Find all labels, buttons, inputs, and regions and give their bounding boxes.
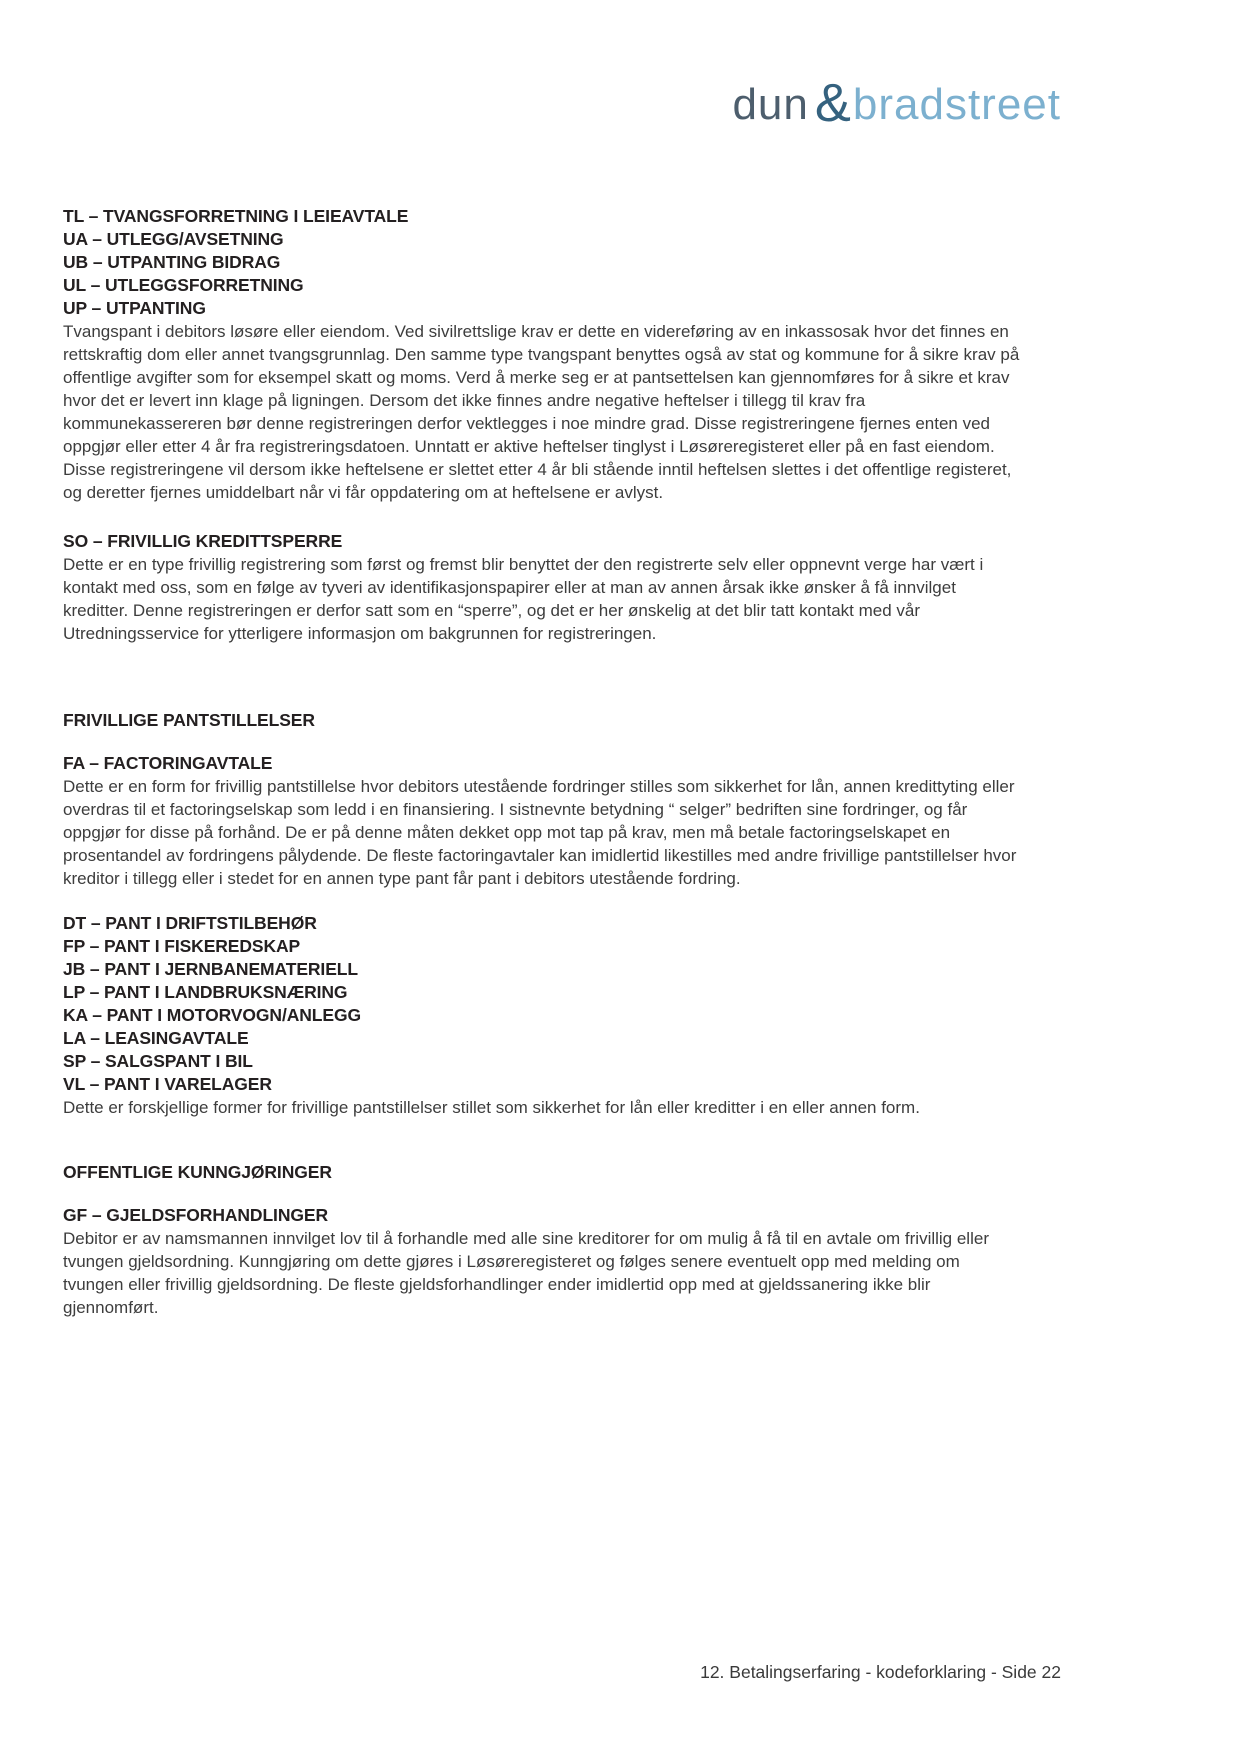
code-list-pant [63, 912, 1023, 1096]
code-heading-ka: KA – PANT I MOTORVOGN/ANLEGG [63, 1005, 361, 1025]
code-heading-vl: VL – PANT I VARELAGER [63, 1074, 272, 1094]
code-heading-la: LA – LEASINGAVTALE [63, 1028, 249, 1048]
page-footer-label: 12. Betalingserfaring - kodeforklaring - Side 22 [700, 1662, 1061, 1682]
dun-and-bradstreet-logo [732, 70, 1061, 132]
section-title-frivillige-pantstillelser: FRIVILLIGE PANTSTILLELSER [63, 710, 315, 730]
code-heading-fp: FP – PANT I FISKEREDSKAP [63, 936, 301, 956]
code-heading-fa: FA – FACTORINGAVTALE [63, 753, 273, 773]
code-heading-so: SO – FRIVILLIG KREDITTSPERRE [63, 531, 343, 551]
code-heading-ub: UB – UTPANTING BIDRAG [63, 252, 281, 272]
document-body [63, 205, 1023, 1319]
code-heading-lp: LP – PANT I LANDBRUKSNÆRING [63, 982, 348, 1002]
code-heading-tl: TL – TVANGSFORRETNING I LEIEAVTALE [63, 206, 409, 226]
code-heading-ua: UA – UTLEGG/AVSETNING [63, 229, 284, 249]
code-heading-up: UP – UTPANTING [63, 298, 206, 318]
paragraph-kredittsperre: Dette er en type frivillig registrering som først og fremst blir benyttet der den registrerte selv eller oppnevnt verge har vært i kontakt med oss, som en følge av tyveri av identifikasjonspapirer eller at man av annen årsak ikke ønsker å få innvilget kreditter. Denne registreringen er derfor satt som en “sperre”, og det er her ønskelig at det blir tatt kontakt med vår Utredningsservice for ytterligere informasjon om bakgrunnen for registreringen. [63, 555, 984, 643]
code-list-tvangspant [63, 205, 1023, 320]
code-heading-dt: DT – PANT I DRIFTSTILBEHØR [63, 913, 317, 933]
section-title-offentlige-kunngjoringer: OFFENTLIGE KUNNGJØRINGER [63, 1162, 332, 1182]
paragraph-gjeldsforhandlinger: Debitor er av namsmannen innvilget lov til å forhandle med alle sine kreditorer for om mulig å få til en avtale om frivillig eller tvungen gjeldsordning. Kunngjøring om dette gjøres i Løsøreregisteret og følges senere eventuelt opp med melding om tvungen eller frivillig gjeldsordning. De fleste gjeldsforhandlinger ender imidlertid opp med at gjeldssanering ikke blir gjennomført. [63, 1229, 989, 1317]
code-heading-gf: GF – GJELDSFORHANDLINGER [63, 1205, 328, 1225]
paragraph-tvangspant: Tvangspant i debitors løsøre eller eiendom. Ved sivilrettslige krav er dette en videreføring av en inkassosak hvor det finnes en rettskraftig dom eller annet tvangsgrunnlag. Den samme type tvangspant benyttes også av stat og kommune for å sikre krav på offentlige avgifter som for eksempel skatt og moms. Verd å merke seg er at pantsettelsen kan gjennomføres for å sikre et krav hvor det er levert inn klage på ligningen. Dersom det ikke finnes andre negative heftelser i tillegg til krav fra kommunekassereren bør denne registreringen derfor vektlegges i noe mindre grad. Disse registreringene fjernes enten ved oppgjør eller etter 4 år fra registreringsdatoen. Unntatt er aktive heftelser tinglyst i Løsøreregisteret eller på en fast eiendom. Disse registreringene vil dersom ikke heftelsene er slettet etter 4 år bli stående inntil heftelsen slettes i det offentlige registeret, og deretter fjernes umiddelbart når vi får oppdatering om at heftelsene er avlyst. [63, 322, 1020, 502]
code-heading-jb: JB – PANT I JERNBANEMATERIELL [63, 959, 358, 979]
code-heading-sp: SP – SALGSPANT I BIL [63, 1051, 253, 1071]
code-heading-ul: UL – UTLEGGSFORRETNING [63, 275, 304, 295]
paragraph-factoringavtale: Dette er en form for frivillig pantstillelse hvor debitors utestående fordringer stilles som sikkerhet for lån, annen kredittyting eller overdras til et factoringselskap som ledd i en finansiering. I sistnevnte betydning “ selger” bedriften sine fordringer, og får oppgjør for disse på forhånd. De er på denne måten dekket opp mot tap på krav, men må betale factoringselskapet en prosentandel av fordringens pålydende. De fleste factoringavtaler kan imidlertid likestilles med andre frivillige pantstillelser hvor kreditor i tillegg eller i stedet for en annen type pant får pant i debitors utestående fordring. [63, 777, 1017, 888]
logo-ampersand-icon: & [814, 73, 851, 133]
paragraph-pantstillelser: Dette er forskjellige former for frivillige pantstillelser stillet som sikkerhet for lån eller kreditter i en eller annen form. [63, 1098, 920, 1117]
logo-word-dun: dun [732, 80, 809, 129]
logo-word-bradstreet: bradstreet [852, 80, 1061, 129]
